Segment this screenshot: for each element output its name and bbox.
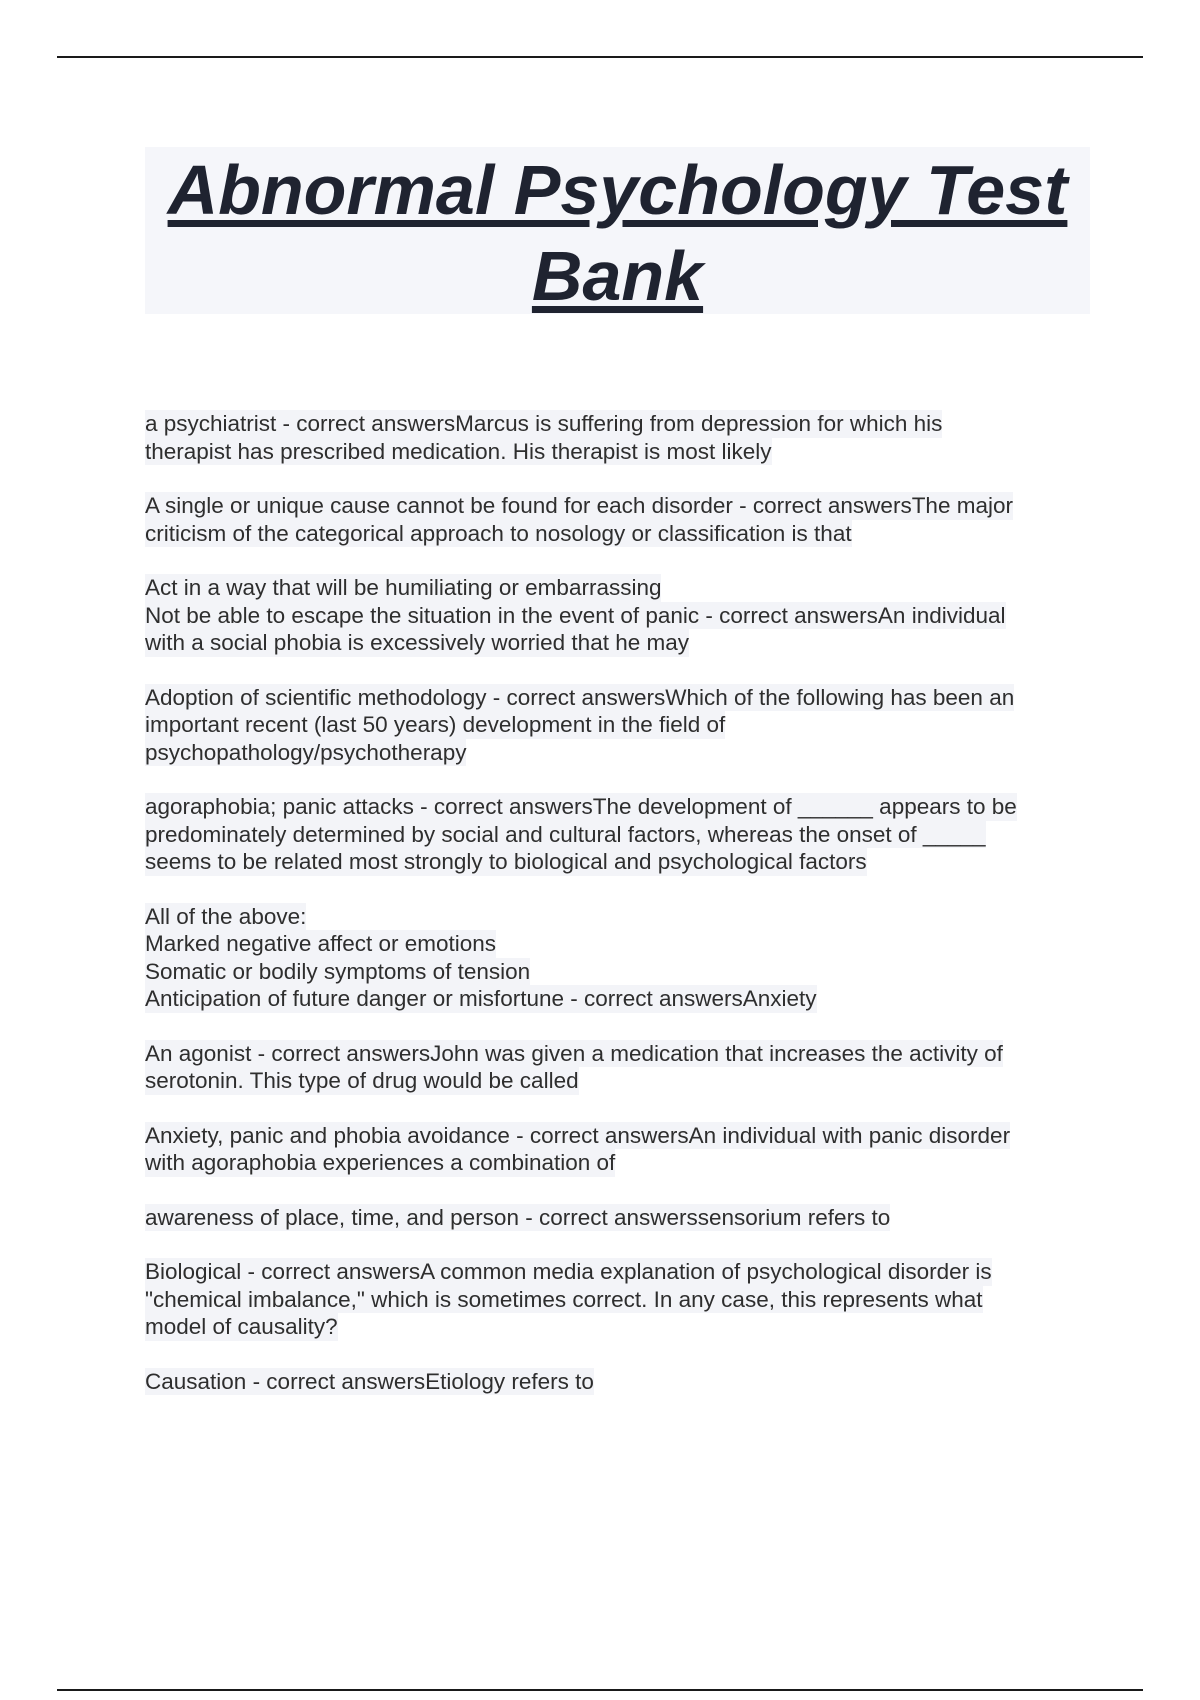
qa-line: Adoption of scientific methodology - correct answersWhich of the following has been an [145, 684, 1015, 710]
qa-line: Marked negative affect or emotions [145, 931, 497, 956]
qa-item [145, 684, 1090, 767]
qa-line: Somatic or bodily symptoms of tension [145, 958, 531, 984]
bottom-rule [57, 1689, 1143, 1691]
qa-line: An agonist - correct answersJohn was given a medication that increases the activity of [145, 1040, 1003, 1066]
qa-line: awareness of place, time, and person - correct answerssensorium refers to [145, 1204, 891, 1230]
qa-item [145, 1040, 1090, 1095]
title-banner [145, 147, 1090, 314]
qa-line: with agoraphobia experiences a combination of [145, 1150, 616, 1175]
qa-line: seems to be related most strongly to biological and psychological factors [145, 849, 867, 874]
qa-line: Anticipation of future danger or misfortune - correct answersAnxiety [145, 986, 817, 1011]
qa-item [145, 1368, 1090, 1396]
qa-line: "chemical imbalance," which is sometimes correct. In any case, this represents what [145, 1286, 983, 1312]
qa-item [145, 1122, 1090, 1177]
question-answer-list [145, 410, 1090, 1422]
qa-line: with a social phobia is excessively worried that he may [145, 630, 689, 655]
qa-line: important recent (last 50 years) development in the field of [145, 712, 726, 737]
qa-item [145, 1204, 1090, 1232]
page-title-line-1: Abnormal Psychology Test [167, 151, 1068, 229]
qa-line: Causation - correct answersEtiology refers to [145, 1368, 594, 1394]
qa-item [145, 410, 1090, 465]
qa-line: criticism of the categorical approach to nosology or classification is that [145, 520, 852, 546]
qa-line: A single or unique cause cannot be found for each disorder - correct answersThe major [145, 493, 1013, 518]
qa-item [145, 793, 1090, 876]
qa-line: Act in a way that will be humiliating or embarrassing [145, 575, 662, 600]
page-title-line-2: Bank [531, 237, 704, 315]
qa-line: agoraphobia; panic attacks - correct answersThe development of ______ appears to be [145, 794, 1017, 819]
qa-line: predominately determined by social and cultural factors, whereas the onset of _____ [145, 821, 986, 847]
qa-item [145, 492, 1090, 547]
qa-line: serotonin. This type of drug would be called [145, 1068, 579, 1093]
qa-line: psychopathology/psychotherapy [145, 739, 467, 765]
top-rule [57, 56, 1143, 58]
qa-line: model of causality? [145, 1314, 338, 1339]
qa-line: Anxiety, panic and phobia avoidance - correct answersAn individual with panic disorder [145, 1122, 1011, 1148]
qa-item [145, 574, 1090, 657]
qa-line: therapist has prescribed medication. His therapist is most likely [145, 438, 772, 464]
qa-line: Not be able to escape the situation in the event of panic - correct answersAn individual [145, 602, 1006, 628]
qa-item [145, 1258, 1090, 1341]
qa-line: Biological - correct answersA common media explanation of psychological disorder is [145, 1259, 992, 1284]
qa-item [145, 903, 1090, 1013]
qa-line: a psychiatrist - correct answersMarcus is suffering from depression for which his [145, 411, 943, 436]
qa-line: All of the above: [145, 903, 307, 929]
